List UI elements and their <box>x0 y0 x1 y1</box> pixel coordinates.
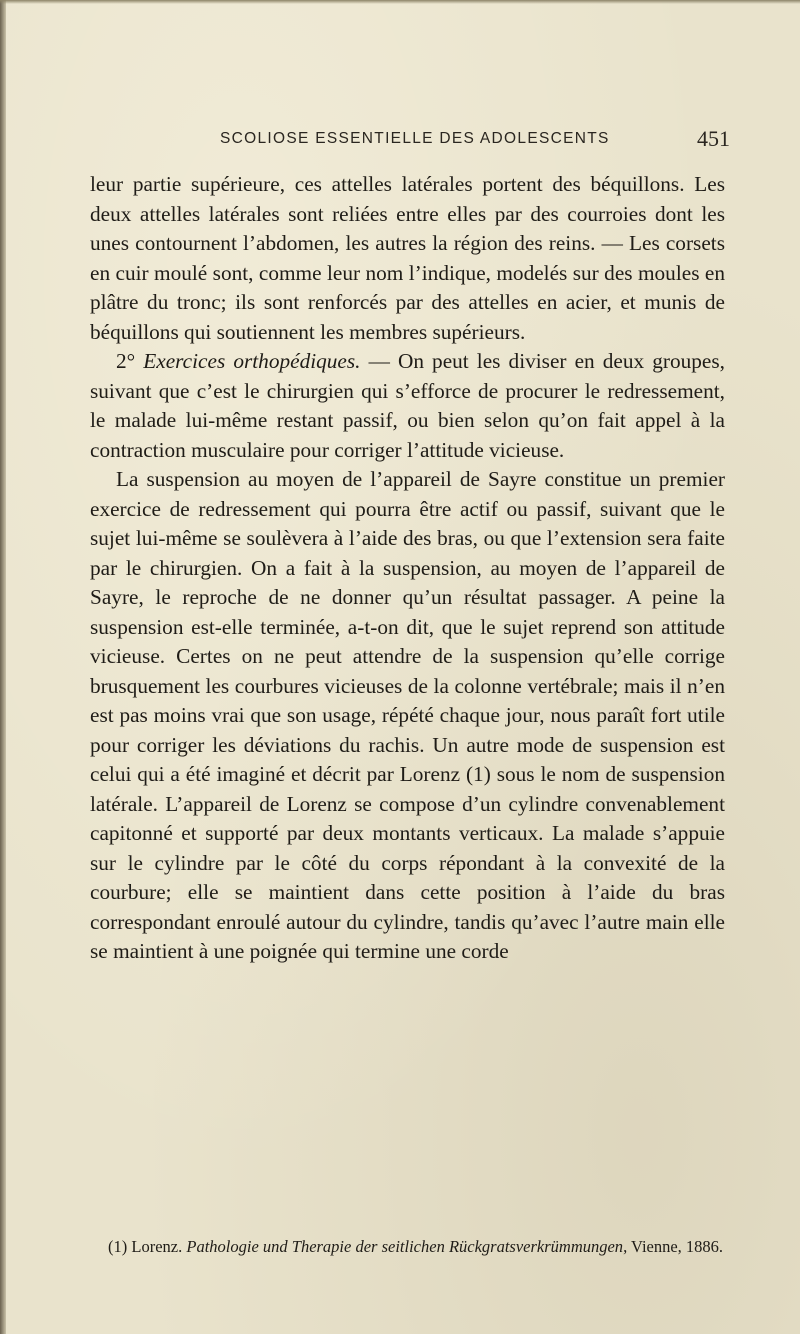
paragraph-1 <box>90 170 725 347</box>
footnote-publication: , Vienne, 1886. <box>623 1237 724 1256</box>
paragraph-2-text: — On peut les diviser en deux groupes, suivant que c’est le chirurgien qui s’efforce de procurer le redressement, le malade lui-même restant passif, ou bien selon qu’on fait appel à la contraction musculaire pour corriger l’attitude vicieuse. <box>90 349 725 462</box>
page-header <box>90 126 730 154</box>
paragraph-3 <box>90 465 725 967</box>
footnote-title: Pathologie und Therapie der seitlichen Rückgratsverkrümmungen <box>186 1237 624 1256</box>
footnote-marker: (1) <box>108 1237 128 1256</box>
running-head: SCOLIOSE ESSENTIELLE DES ADOLESCENTS <box>220 130 610 147</box>
footnote-author: Lorenz. <box>127 1237 187 1256</box>
footnote <box>90 1236 725 1257</box>
paragraph-2 <box>90 347 725 465</box>
paragraph-3-text: La suspension au moyen de l’appareil de Sayre constitue un premier exercice de redressement qui pourra être actif ou passif, suivant que le sujet lui-même se soulèvera à l’aide des bras, ou que l’extension sera faite par le chirurgien. On a fait à la suspension, au moyen de l’appareil de Sayre, le reproche de ne donner qu’un résultat passager. A peine la suspension est-elle terminée, a-t-on dit, que le sujet reprend son attitude vicieuse. Certes on ne peut attendre de la suspension qu’elle corrige brusquement les courbures vicieuses de la colonne vertébrale; mais il n’en est pas moins vrai que son usage, répété chaque jour, nous paraît fort utile pour corriger les déviations du rachis. Un autre mode de suspension est celui qui a été imaginé et décrit par Lorenz (1) sous le nom de suspension latérale. L’appareil de Lorenz se compose d’un cylindre convenablement capitonné et supporté par deux montants verticaux. La malade s’appuie sur le cylindre par le côté du corps répondant à la convexité de la courbure; elle se maintient dans cette position à l’aide du bras correspondant enroulé autour du cylindre, tandis qu’avec l’autre main elle se maintient à une poignée qui termine une corde <box>90 467 725 963</box>
section-number: 2° <box>116 349 136 373</box>
page-binding-edge <box>0 0 6 1334</box>
section-heading: Exercices orthopédiques. <box>143 349 361 373</box>
body-text <box>90 170 725 967</box>
page-top-edge <box>0 0 800 4</box>
paragraph-1-text: leur partie supérieure, ces attelles latérales portent des béquillons. Les deux attelles latérales sont reliées entre elles par des courroies dont les unes contournent l’abdomen, les autres la région des reins. — Les corsets en cuir moulé sont, comme leur nom l’indique, modelés sur des moules en plâtre du tronc; ils sont renforcés par des attelles en acier, et munis de béquillons qui soutiennent les membres supérieurs. <box>90 172 725 344</box>
page-number: 451 <box>697 126 730 151</box>
